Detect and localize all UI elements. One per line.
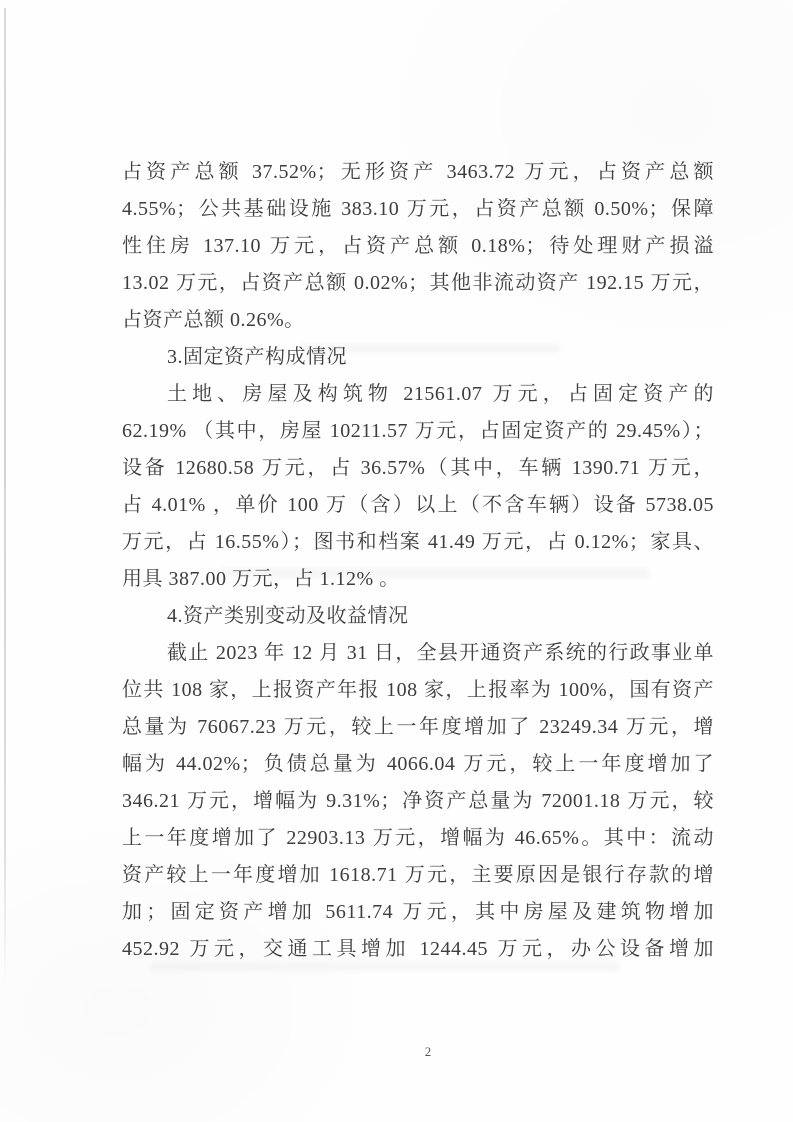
body-line: 用具 387.00 万元，占 1.12% 。 <box>122 568 400 590</box>
body-line: 占资产总额 37.52%；无形资产 3463.72 万元，占资产总额 <box>122 161 714 183</box>
section-heading-3: 3.固定资产构成情况 <box>167 346 347 368</box>
body-line: 加；固定资产增加 5611.74 万元，其中房屋及建筑物增加 <box>122 901 714 923</box>
body-line: 万元，占 16.55%）；图书和档案 41.49 万元，占 0.12%；家具、 <box>122 531 714 553</box>
body-line: 4.55%；公共基础设施 383.10 万元，占资产总额 0.50%；保障 <box>122 198 714 220</box>
body-line: 土地、房屋及构筑物 21561.07 万元，占固定资产的 <box>167 383 714 405</box>
body-line: 346.21 万元，增幅为 9.31%；净资产总量为 72001.18 万元，较 <box>122 790 714 812</box>
body-line: 占 4.01% ，单价 100 万（含）以上（不含车辆）设备 5738.05 <box>122 494 714 516</box>
body-line: 设备 12680.58 万元，占 36.57%（其中，车辆 1390.71 万元， <box>122 457 714 479</box>
body-line: 452.92 万元，交通工具增加 1244.45 万元，办公设备增加 <box>122 938 714 960</box>
scan-edge-artifact <box>4 8 6 986</box>
body-line: 性住房 137.10 万元，占资产总额 0.18%；待处理财产损溢 <box>122 235 714 257</box>
body-line: 资产较上一年度增加 1618.71 万元，主要原因是银行存款的增 <box>122 864 714 886</box>
body-line: 上一年度增加了 22903.13 万元，增幅为 46.65%。其中：流动 <box>122 827 714 849</box>
section-heading-4: 4.资产类别变动及收益情况 <box>167 605 409 627</box>
body-line: 位共 108 家，上报资产年报 108 家，上报率为 100%，国有资产 <box>122 679 714 701</box>
body-line: 占资产总额 0.26%。 <box>122 309 305 331</box>
body-line: 幅为 44.02%；负债总量为 4066.04 万元，较上一年度增加了 <box>122 753 714 775</box>
page-number: 2 <box>424 1044 432 1059</box>
body-line: 总量为 76067.23 万元，较上一年度增加了 23249.34 万元，增 <box>122 716 714 738</box>
body-line: 截止 2023 年 12 月 31 日，全县开通资产系统的行政事业单 <box>167 642 714 664</box>
body-line: 13.02 万元，占资产总额 0.02%；其他非流动资产 192.15 万元， <box>122 272 714 294</box>
body-line: 62.19% （其中，房屋 10211.57 万元，占固定资产的 29.45%）； <box>122 420 714 442</box>
document-body <box>122 154 714 968</box>
